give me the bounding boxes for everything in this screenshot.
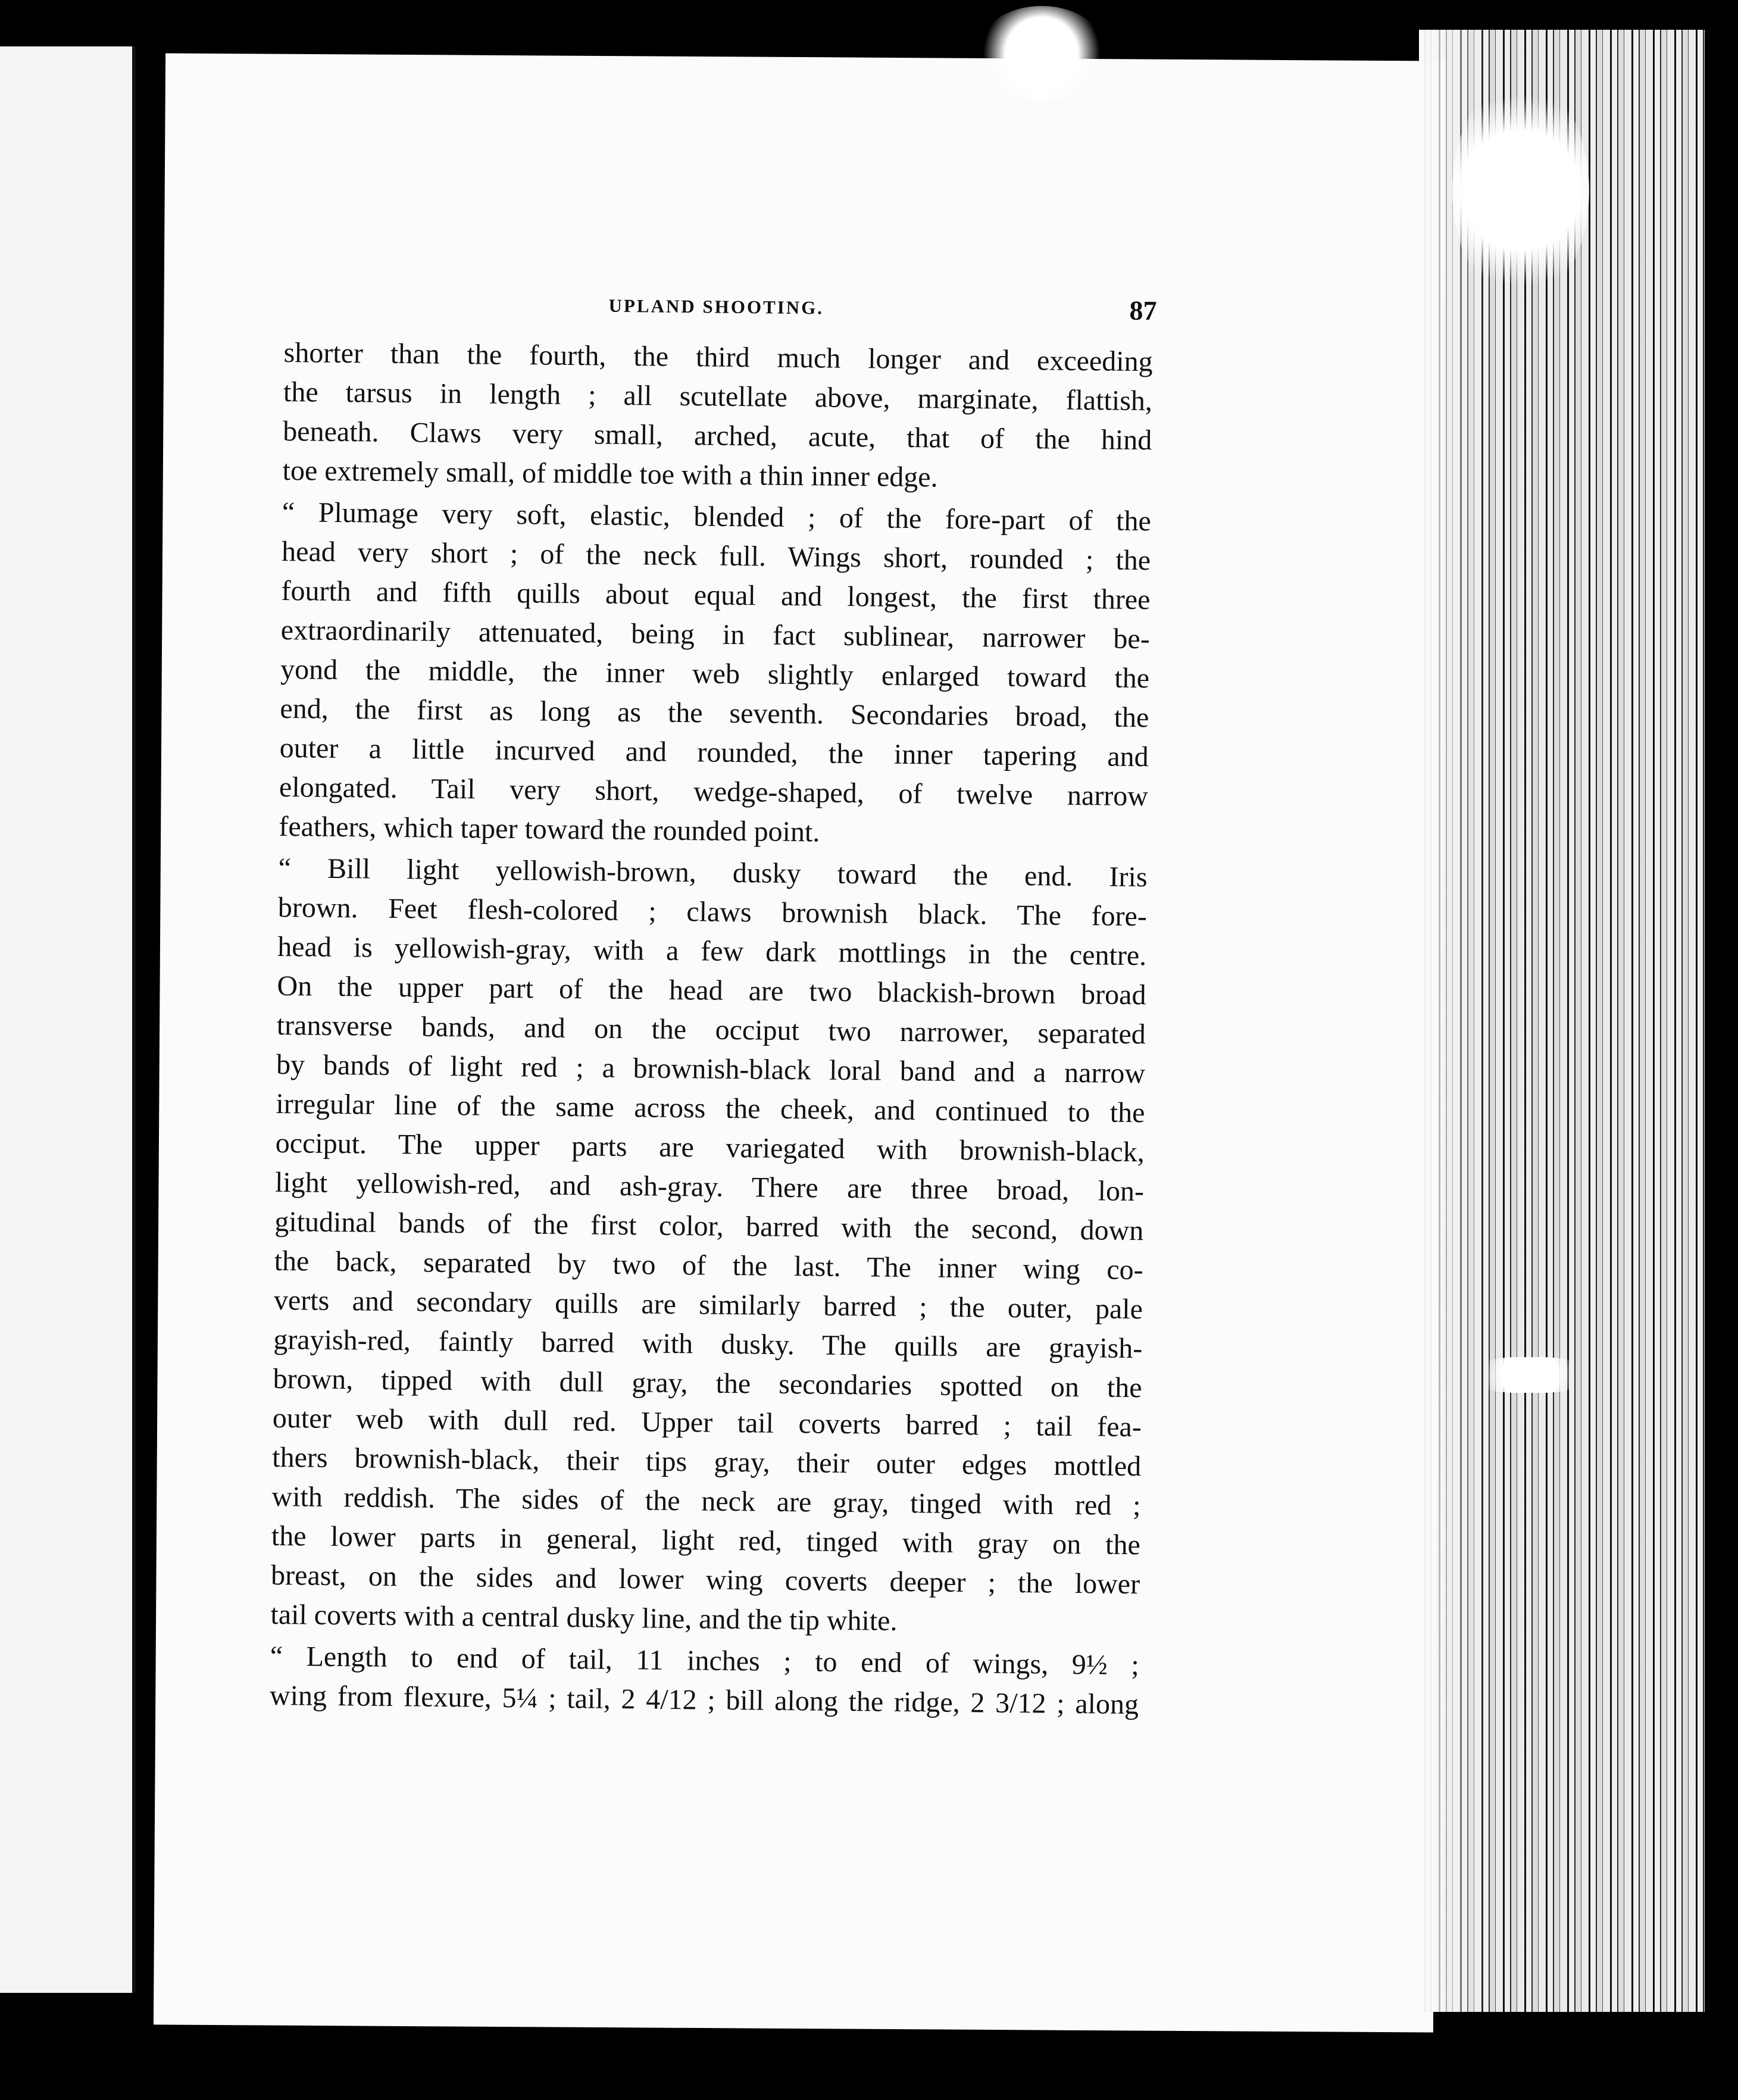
text-line: “ Plumage very soft, elastic, blended ; of the fore-part of the <box>282 496 1152 538</box>
facing-page-edge <box>0 46 136 1993</box>
text-line: head is yellowish-gray, with a few dark mottlings in the centre. <box>277 930 1147 972</box>
text-line: outer web with dull red. Upper tail coverts barred ; tail fea- <box>272 1402 1142 1443</box>
text-line: the back, separated by two of the last. The inner wing co- <box>274 1245 1143 1286</box>
paragraph <box>270 849 1148 1643</box>
text-line: fourth and fifth quills about equal and longest, the first three <box>281 574 1151 616</box>
text-line: shorter than the fourth, the third much longer and exceeding <box>283 336 1153 378</box>
text-line: tail coverts with a central dusky line, and the tip white. <box>270 1598 898 1637</box>
running-head <box>284 280 1157 330</box>
text-line: by bands of light red ; a brownish-black loral band and a narrow <box>276 1048 1146 1090</box>
text-line: thers brownish-black, their tips gray, their outer edges mottled <box>272 1441 1142 1483</box>
text-line: wing from flexure, 5¼ ; tail, 2 4/12 ; bill along the ridge, 2 3/12 ; along <box>269 1679 1139 1721</box>
scan-glare <box>976 6 1107 101</box>
text-line: transverse bands, and on the occiput two narrower, separated <box>276 1009 1146 1051</box>
text-line: with reddish. The sides of the neck are gray, tinged with red ; <box>271 1480 1141 1522</box>
paragraph <box>270 1637 1139 1724</box>
paragraph <box>279 493 1151 855</box>
text-line: the lower parts in general, light red, tinged with gray on the <box>271 1520 1141 1561</box>
paragraph <box>282 333 1153 499</box>
text-line: brown. Feet flesh-colored ; claws brownish black. The fore- <box>277 891 1148 933</box>
page-edge-shadow <box>1419 30 1490 2012</box>
text-line: brown, tipped with dull gray, the secondaries spotted on the <box>273 1362 1142 1404</box>
text-line: beneath. Claws very small, arched, acute, that of the hind <box>283 415 1152 457</box>
scan-glare <box>1452 77 1589 304</box>
running-title: UPLAND SHOOTING. <box>608 295 824 318</box>
text-line: head very short ; of the neck full. Wings short, rounded ; the <box>281 535 1151 577</box>
text-line: elongated. Tail very short, wedge-shaped, of twelve narrow <box>279 771 1149 812</box>
text-line: yond the middle, the inner web slightly enlarged toward the <box>280 653 1150 695</box>
text-line: toe extremely small, of middle toe with a thin inner edge. <box>282 454 938 493</box>
text-line: feathers, which taper toward the rounded point. <box>279 810 820 848</box>
text-line: irregular line of the same across the cheek, and continued to the <box>276 1088 1145 1129</box>
page-number: 87 <box>1129 295 1157 326</box>
text-line: breast, on the sides and lower wing coverts deeper ; the lower <box>270 1559 1140 1601</box>
text-line: “ Length to end of tail, 11 inches ; to end of wings, 9½ ; <box>270 1640 1139 1682</box>
text-line: end, the first as long as the seventh. Secondaries broad, the <box>280 692 1149 734</box>
text-line: On the upper part of the head are two blackish-brown broad <box>277 970 1146 1011</box>
text-line: extraordinarily attenuated, being in fact sublinear, narrower be- <box>280 614 1151 655</box>
text-line: grayish-red, faintly barred with dusky. The quills are grayish- <box>273 1323 1143 1365</box>
text-line: “ Bill light yellowish-brown, dusky toward the end. Iris <box>278 852 1148 893</box>
text-line: occiput. The upper parts are variegated with brownish-black, <box>275 1127 1145 1168</box>
text-line: verts and secondary quills are similarly barred ; the outer, pale <box>273 1284 1143 1326</box>
text-line: outer a little incurved and rounded, the inner tapering and <box>279 732 1149 773</box>
page-text <box>269 280 1157 1727</box>
text-line: the tarsus in length ; all scutellate above, marginate, flattish, <box>283 376 1153 417</box>
text-line: light yellowish-red, and ash-gray. There are three broad, lon- <box>274 1166 1145 1208</box>
scan-glare <box>1470 1357 1589 1393</box>
text-line: gitudinal bands of the first color, barred with the second, down <box>274 1205 1144 1247</box>
